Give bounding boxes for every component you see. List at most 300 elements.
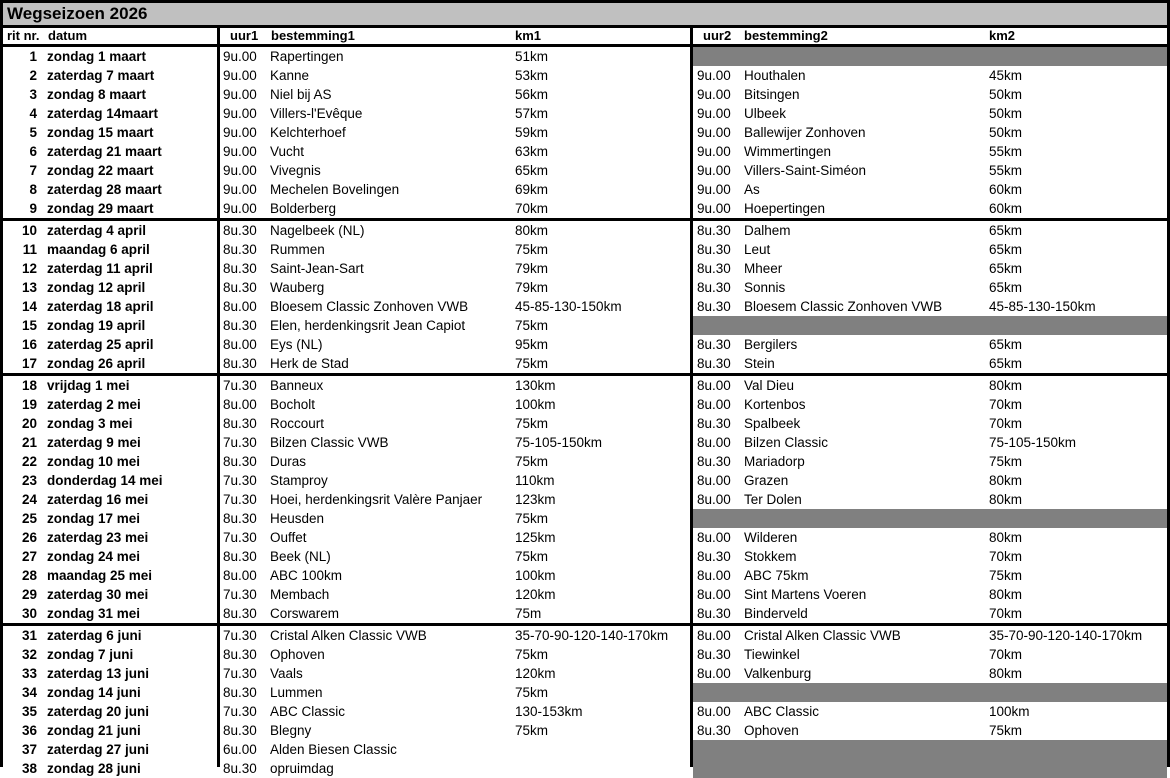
ride-date: zondag 17 mei	[47, 511, 141, 526]
start-time-1: 7u.30	[223, 666, 257, 681]
destination-2: Houthalen	[744, 68, 806, 83]
ride-date: zondag 12 april	[47, 280, 146, 295]
start-time-2: 9u.00	[697, 125, 731, 140]
ride-date: zaterdag 4 april	[47, 223, 147, 238]
ride-number: 20	[21, 416, 37, 431]
table-row	[3, 278, 1167, 297]
start-time-2: 8u.00	[697, 628, 731, 643]
start-time-2: 8u.30	[697, 647, 731, 662]
destination-2: Stokkem	[744, 549, 797, 564]
destination-1: Saint-Jean-Sart	[270, 261, 364, 276]
distance-1: 75km	[515, 318, 549, 333]
destination-2: Wimmertingen	[744, 144, 832, 159]
ride-date: zondag 31 mei	[47, 606, 141, 621]
distance-1: 120km	[515, 587, 556, 602]
start-time-2: 9u.00	[697, 68, 731, 83]
start-time-2: 8u.00	[697, 435, 731, 450]
ride-number: 30	[21, 606, 37, 621]
header-km2: km2	[989, 28, 1016, 43]
distance-2: 65km	[989, 337, 1023, 352]
destination-2: Bergilers	[744, 337, 798, 352]
start-time-1: 8u.30	[223, 280, 257, 295]
ride-number: 31	[21, 628, 37, 643]
start-time-1: 8u.30	[223, 416, 257, 431]
distance-1: 125km	[515, 530, 556, 545]
destination-1: Cristal Alken Classic VWB	[270, 628, 427, 643]
start-time-2: 9u.00	[697, 87, 731, 102]
destination-1: ABC 100km	[270, 568, 343, 583]
table-row	[3, 528, 1167, 547]
table-row	[3, 259, 1167, 278]
start-time-1: 7u.30	[223, 378, 257, 393]
ride-number: 15	[21, 318, 37, 333]
destination-1: Kanne	[270, 68, 310, 83]
distance-1: 120km	[515, 666, 556, 681]
distance-2: 65km	[989, 280, 1023, 295]
destination-1: Kelchterhoef	[270, 125, 346, 140]
start-time-1: 7u.30	[223, 628, 257, 643]
destination-2: Mheer	[744, 261, 783, 276]
start-time-1: 9u.00	[223, 87, 257, 102]
ride-number: 16	[21, 337, 37, 352]
destination-2: Bilzen Classic	[744, 435, 829, 450]
column-divider	[690, 221, 693, 373]
start-time-2: 9u.00	[697, 201, 731, 216]
schedule-grid	[0, 47, 1170, 776]
ride-number: 28	[21, 568, 37, 583]
table-row	[3, 585, 1167, 604]
distance-1: 130-153km	[515, 704, 583, 719]
table-row	[3, 180, 1167, 199]
ride-date: zondag 19 april	[47, 318, 146, 333]
destination-2: Villers-Saint-Siméon	[744, 163, 867, 178]
start-time-2: 8u.30	[697, 337, 731, 352]
ride-date: zaterdag 23 mei	[47, 530, 149, 545]
distance-2: 55km	[989, 163, 1023, 178]
start-time-2: 9u.00	[697, 144, 731, 159]
month-group-mei	[0, 376, 1170, 626]
column-divider	[690, 47, 693, 218]
destination-1: Villers-l'Evêque	[270, 106, 363, 121]
distance-2: 55km	[989, 144, 1023, 159]
distance-1: 123km	[515, 492, 556, 507]
distance-2: 80km	[989, 473, 1023, 488]
ride-date: maandag 25 mei	[47, 568, 153, 583]
ride-number: 26	[21, 530, 37, 545]
ride-number: 23	[21, 473, 37, 488]
start-time-1: 9u.00	[223, 106, 257, 121]
destination-2: Ballewijer Zonhoven	[744, 125, 866, 140]
distance-1: 80km	[515, 223, 549, 238]
ride-number: 32	[21, 647, 37, 662]
table-row	[3, 759, 1167, 778]
destination-1: Ophoven	[270, 647, 325, 662]
ride-date: zondag 22 maart	[47, 163, 154, 178]
destination-2: Valkenburg	[744, 666, 812, 681]
distance-1: 53km	[515, 68, 549, 83]
table-row	[3, 566, 1167, 585]
start-time-1: 8u.30	[223, 549, 257, 564]
distance-1: 100km	[515, 397, 556, 412]
start-time-1: 7u.30	[223, 530, 257, 545]
start-time-2: 8u.00	[697, 568, 731, 583]
ride-number: 9	[29, 201, 37, 216]
table-row	[3, 395, 1167, 414]
destination-2: Grazen	[744, 473, 789, 488]
destination-2: Hoepertingen	[744, 201, 826, 216]
no-second-ride-fill	[693, 740, 1167, 759]
destination-1: Vaals	[270, 666, 303, 681]
distance-2: 50km	[989, 87, 1023, 102]
header-km1: km1	[515, 28, 542, 43]
distance-2: 65km	[989, 223, 1023, 238]
header-datum: datum	[48, 28, 87, 43]
table-row	[3, 509, 1167, 528]
start-time-2: 8u.00	[697, 492, 731, 507]
start-time-2: 8u.00	[697, 473, 731, 488]
distance-1: 75km	[515, 511, 549, 526]
ride-date: zondag 3 mei	[47, 416, 133, 431]
distance-2: 75km	[989, 568, 1023, 583]
destination-1: Stamproy	[270, 473, 328, 488]
distance-2: 70km	[989, 647, 1023, 662]
start-time-2: 8u.00	[697, 587, 731, 602]
destination-1: Duras	[270, 454, 307, 469]
ride-date: zaterdag 18 april	[47, 299, 154, 314]
destination-2: Sonnis	[744, 280, 786, 295]
ride-number: 8	[29, 182, 37, 197]
ride-number: 21	[21, 435, 37, 450]
start-time-1: 6u.00	[223, 742, 257, 757]
ride-date: zondag 29 maart	[47, 201, 154, 216]
start-time-2: 8u.30	[697, 261, 731, 276]
ride-date: zaterdag 14maart	[47, 106, 159, 121]
destination-2: Cristal Alken Classic VWB	[744, 628, 901, 643]
column-divider	[217, 626, 220, 767]
ride-number: 37	[21, 742, 37, 757]
distance-1: 130km	[515, 378, 556, 393]
distance-2: 80km	[989, 378, 1023, 393]
table-row	[3, 471, 1167, 490]
ride-date: maandag 6 april	[47, 242, 150, 257]
destination-1: Lummen	[270, 685, 323, 700]
start-time-1: 8u.30	[223, 242, 257, 257]
table-row	[3, 199, 1167, 218]
start-time-1: 8u.30	[223, 356, 257, 371]
ride-number: 24	[21, 492, 37, 507]
table-row	[3, 740, 1167, 759]
destination-1: Bocholt	[270, 397, 316, 412]
ride-number: 1	[29, 49, 37, 64]
destination-1: Heusden	[270, 511, 325, 526]
table-row	[3, 123, 1167, 142]
distance-1: 100km	[515, 568, 556, 583]
start-time-1: 8u.00	[223, 337, 257, 352]
table-row	[3, 104, 1167, 123]
ride-date: zaterdag 7 maart	[47, 68, 155, 83]
distance-2: 70km	[989, 606, 1023, 621]
distance-1: 51km	[515, 49, 549, 64]
distance-1: 75km	[515, 685, 549, 700]
start-time-2: 8u.30	[697, 280, 731, 295]
column-divider	[217, 376, 220, 623]
destination-1: Rapertingen	[270, 49, 344, 64]
destination-1: Niel bij AS	[270, 87, 332, 102]
ride-date: zondag 10 mei	[47, 454, 141, 469]
distance-1: 75km	[515, 242, 549, 257]
ride-date: zaterdag 16 mei	[47, 492, 149, 507]
table-row	[3, 85, 1167, 104]
distance-2: 80km	[989, 492, 1023, 507]
destination-2: Leut	[744, 242, 771, 257]
start-time-2: 8u.30	[697, 416, 731, 431]
distance-2: 80km	[989, 666, 1023, 681]
start-time-2: 9u.00	[697, 182, 731, 197]
table-row	[3, 664, 1167, 683]
destination-2: As	[744, 182, 760, 197]
ride-date: zaterdag 21 maart	[47, 144, 162, 159]
start-time-1: 8u.30	[223, 511, 257, 526]
distance-1: 79km	[515, 280, 549, 295]
start-time-1: 8u.30	[223, 223, 257, 238]
distance-2: 100km	[989, 704, 1030, 719]
distance-1: 75km	[515, 723, 549, 738]
start-time-1: 8u.30	[223, 723, 257, 738]
destination-1: Elen, herdenkingsrit Jean Capiot	[270, 318, 466, 333]
start-time-1: 8u.30	[223, 606, 257, 621]
ride-date: zondag 14 juni	[47, 685, 141, 700]
destination-1: Roccourt	[270, 416, 325, 431]
ride-number: 35	[21, 704, 37, 719]
destination-2: Ulbeek	[744, 106, 787, 121]
destination-1: Bolderberg	[270, 201, 337, 216]
ride-date: donderdag 14 mei	[47, 473, 163, 488]
ride-number: 18	[21, 378, 37, 393]
ride-number: 6	[29, 144, 37, 159]
column-divider	[217, 221, 220, 373]
start-time-2: 8u.00	[697, 378, 731, 393]
column-divider	[217, 47, 220, 218]
distance-1: 110km	[515, 473, 555, 488]
start-time-2: 8u.00	[697, 704, 731, 719]
ride-number: 17	[21, 356, 37, 371]
ride-date: zondag 15 maart	[47, 125, 154, 140]
ride-number: 7	[29, 163, 37, 178]
table-row	[3, 547, 1167, 566]
ride-number: 3	[29, 87, 37, 102]
distance-2: 70km	[989, 416, 1023, 431]
start-time-1: 9u.00	[223, 125, 257, 140]
start-time-1: 9u.00	[223, 201, 257, 216]
ride-date: vrijdag 1 mei	[47, 378, 130, 393]
destination-1: Beek (NL)	[270, 549, 331, 564]
start-time-1: 8u.30	[223, 685, 257, 700]
start-time-1: 7u.30	[223, 435, 257, 450]
distance-2: 35-70-90-120-140-170km	[989, 628, 1143, 643]
table-row	[3, 414, 1167, 433]
destination-1: Blegny	[270, 723, 312, 738]
distance-2: 45-85-130-150km	[989, 299, 1096, 314]
ride-date: zaterdag 13 juni	[47, 666, 150, 681]
header-bestemming2: bestemming2	[744, 28, 828, 43]
start-time-1: 8u.00	[223, 397, 257, 412]
start-time-1: 9u.00	[223, 144, 257, 159]
start-time-1: 7u.30	[223, 704, 257, 719]
ride-date: zondag 26 april	[47, 356, 146, 371]
destination-1: Vivegnis	[270, 163, 321, 178]
table-row	[3, 297, 1167, 316]
destination-2: Spalbeek	[744, 416, 801, 431]
month-group-juni	[0, 626, 1170, 776]
destination-2: Dalhem	[744, 223, 791, 238]
destination-2: Sint Martens Voeren	[744, 587, 867, 602]
distance-1: 75km	[515, 549, 549, 564]
ride-number: 34	[21, 685, 37, 700]
table-row	[3, 376, 1167, 395]
distance-1: 75m	[515, 606, 542, 621]
start-time-2: 9u.00	[697, 163, 731, 178]
start-time-2: 9u.00	[697, 106, 731, 121]
ride-number: 2	[29, 68, 37, 83]
destination-2: Stein	[744, 356, 775, 371]
start-time-2: 8u.30	[697, 454, 731, 469]
start-time-2: 8u.30	[697, 242, 731, 257]
start-time-1: 7u.30	[223, 587, 257, 602]
column-header-row	[0, 28, 1170, 47]
destination-2: Ophoven	[744, 723, 799, 738]
destination-2: ABC 75km	[744, 568, 809, 583]
ride-date: zaterdag 11 april	[47, 261, 153, 276]
start-time-1: 9u.00	[223, 49, 257, 64]
header-uur2: uur2	[703, 28, 732, 43]
distance-1: 95km	[515, 337, 549, 352]
start-time-1: 8u.30	[223, 318, 257, 333]
ride-date: zaterdag 28 maart	[47, 182, 162, 197]
header-bestemming1: bestemming1	[271, 28, 355, 43]
destination-2: Val Dieu	[744, 378, 795, 393]
destination-1: Alden Biesen Classic	[270, 742, 397, 757]
table-row	[3, 433, 1167, 452]
destination-1: ABC Classic	[270, 704, 346, 719]
column-divider	[690, 376, 693, 623]
column-divider	[217, 28, 220, 44]
destination-1: Ouffet	[270, 530, 307, 545]
destination-1: Rummen	[270, 242, 325, 257]
ride-date: zondag 24 mei	[47, 549, 141, 564]
start-time-1: 9u.00	[223, 182, 257, 197]
distance-2: 50km	[989, 106, 1023, 121]
destination-2: Kortenbos	[744, 397, 806, 412]
table-row	[3, 221, 1167, 240]
table-row	[3, 354, 1167, 373]
distance-1: 56km	[515, 87, 549, 102]
table-row	[3, 66, 1167, 85]
no-second-ride-fill	[693, 683, 1167, 702]
ride-number: 12	[21, 261, 37, 276]
month-group-april	[0, 221, 1170, 376]
start-time-2: 8u.30	[697, 356, 731, 371]
ride-number: 5	[29, 125, 37, 140]
table-row	[3, 452, 1167, 471]
table-row	[3, 47, 1167, 66]
destination-2: Bloesem Classic Zonhoven VWB	[744, 299, 943, 314]
destination-1: Vucht	[270, 144, 305, 159]
destination-1: opruimdag	[270, 761, 334, 776]
no-second-ride-fill	[693, 509, 1167, 528]
ride-date: zaterdag 2 mei	[47, 397, 141, 412]
destination-2: Mariadorp	[744, 454, 805, 469]
distance-2: 50km	[989, 125, 1023, 140]
destination-1: Membach	[270, 587, 330, 602]
ride-number: 36	[21, 723, 37, 738]
start-time-1: 8u.30	[223, 761, 257, 776]
ride-date: zondag 8 maart	[47, 87, 147, 102]
ride-number: 25	[21, 511, 37, 526]
distance-2: 70km	[989, 549, 1023, 564]
start-time-1: 8u.00	[223, 299, 257, 314]
no-second-ride-fill	[693, 47, 1167, 66]
destination-1: Corswarem	[270, 606, 340, 621]
ride-number: 19	[21, 397, 37, 412]
distance-1: 75km	[515, 356, 549, 371]
ride-date: zaterdag 25 april	[47, 337, 154, 352]
start-time-1: 7u.30	[223, 492, 257, 507]
distance-1: 75-105-150km	[515, 435, 603, 450]
ride-date: zaterdag 9 mei	[47, 435, 141, 450]
ride-date: zaterdag 20 juni	[47, 704, 150, 719]
distance-1: 70km	[515, 201, 549, 216]
ride-date: zondag 7 juni	[47, 647, 134, 662]
distance-2: 65km	[989, 356, 1023, 371]
ride-date: zondag 1 maart	[47, 49, 147, 64]
destination-2: Binderveld	[744, 606, 808, 621]
distance-1: 69km	[515, 182, 549, 197]
month-group-maart	[0, 47, 1170, 221]
header-rit-nr: rit nr.	[7, 28, 40, 43]
ride-number: 14	[21, 299, 37, 314]
table-row	[3, 721, 1167, 740]
table-row	[3, 316, 1167, 335]
table-row	[3, 490, 1167, 509]
start-time-2: 8u.30	[697, 299, 731, 314]
ride-number: 27	[21, 549, 37, 564]
ride-number: 10	[21, 223, 37, 238]
destination-2: Wilderen	[744, 530, 798, 545]
distance-1: 75km	[515, 454, 549, 469]
table-row	[3, 626, 1167, 645]
distance-2: 45km	[989, 68, 1023, 83]
destination-1: Bilzen Classic VWB	[270, 435, 389, 450]
start-time-1: 9u.00	[223, 163, 257, 178]
start-time-2: 8u.30	[697, 723, 731, 738]
distance-2: 60km	[989, 182, 1023, 197]
ride-date: zaterdag 27 juni	[47, 742, 150, 757]
no-second-ride-fill	[693, 759, 1167, 778]
distance-2: 75km	[989, 723, 1023, 738]
start-time-2: 8u.00	[697, 666, 731, 681]
destination-1: Eys (NL)	[270, 337, 323, 352]
destination-1: Wauberg	[270, 280, 325, 295]
table-row	[3, 702, 1167, 721]
ride-date: zaterdag 30 mei	[47, 587, 149, 602]
start-time-2: 8u.30	[697, 549, 731, 564]
table-row	[3, 240, 1167, 259]
ride-date: zondag 28 juni	[47, 761, 141, 776]
start-time-2: 8u.00	[697, 397, 731, 412]
table-row	[3, 335, 1167, 354]
distance-2: 65km	[989, 261, 1023, 276]
destination-2: Tiewinkel	[744, 647, 800, 662]
